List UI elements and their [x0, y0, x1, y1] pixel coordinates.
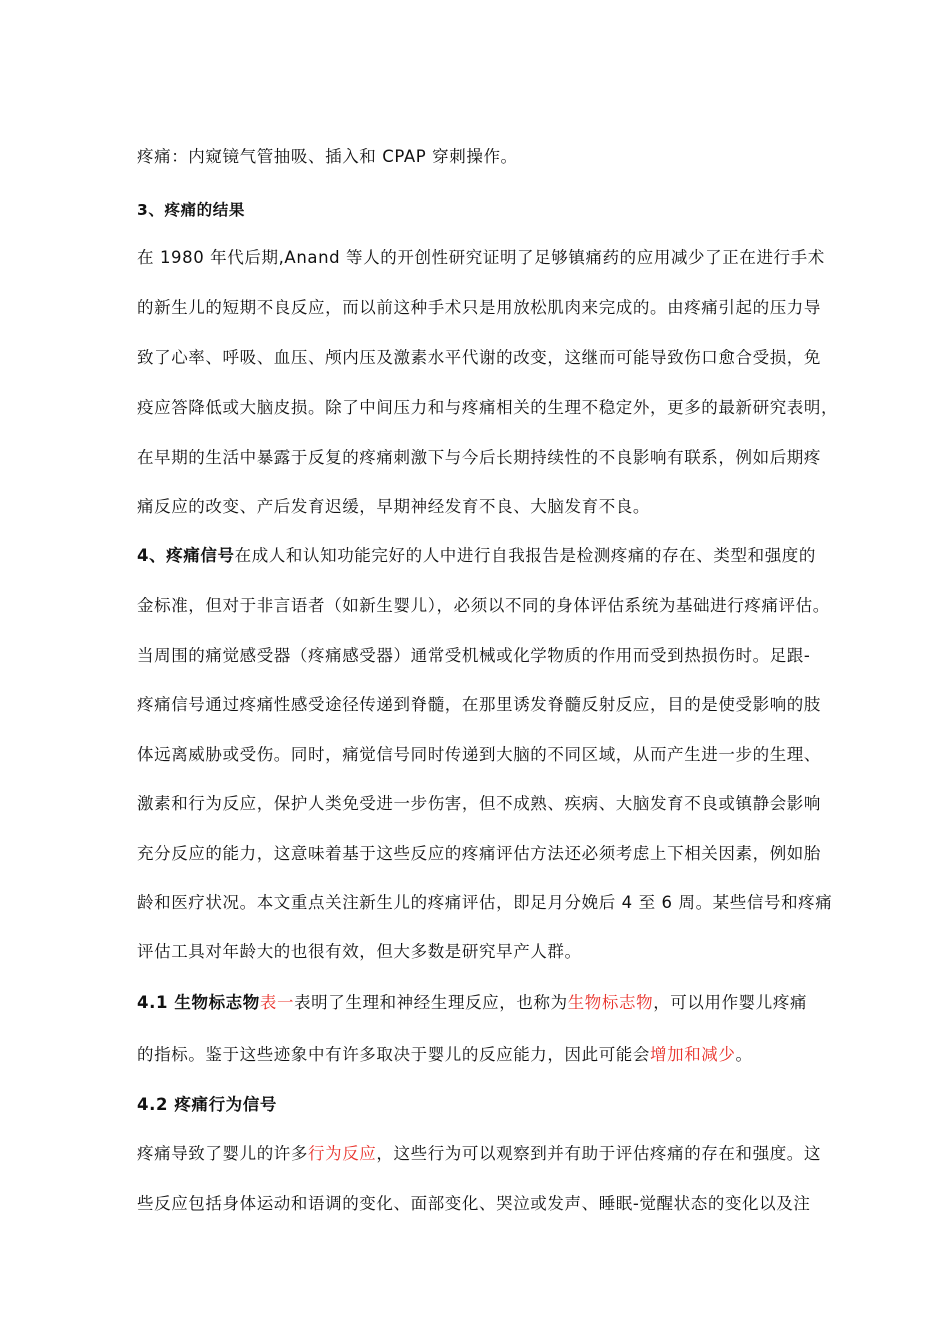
- subsection-heading-4-2: 疼痛行为信号: [174, 1095, 277, 1114]
- paragraph-line: 痛反应的改变、产后发育迟缓，早期神经发育不良、大脑发育不良。: [137, 497, 650, 516]
- section-heading-3: 3、疼痛的结果: [137, 201, 245, 219]
- paragraph-line: 激素和行为反应，保护人类免受进一步伤害，但不成熟、疾病、大脑发育不良或镇静会影响: [137, 794, 821, 813]
- paragraph-text: 的指标。鉴于这些迹象中有许多取决于婴儿的反应能力，因此可能会: [137, 1045, 650, 1064]
- paragraph-line: 金标准，但对于非言语者（如新生婴儿），必须以不同的身体评估系统为基础进行疼痛评估。: [137, 596, 830, 615]
- paragraph-line: 疫应答降低或大脑皮损。除了中间压力和与疼痛相关的生理不稳定外，更多的最新研究表明，: [137, 398, 839, 417]
- paragraph-line: [137, 544, 837, 568]
- paragraph-line: 疼痛：内窥镜气管抽吸、插入和 CPAP 穿刺操作。: [137, 147, 518, 166]
- subsection-number: 4.2: [137, 1095, 175, 1114]
- highlighted-term: 生物标志物: [567, 993, 654, 1012]
- paragraph-text: 表明了生理和神经生理反应，也称为: [294, 993, 568, 1012]
- paragraph-line: 当周围的痛觉感受器（疼痛感受器）通常受机械或化学物质的作用而受到热损伤时。足跟-: [137, 646, 811, 665]
- paragraph-text: 。: [735, 1045, 753, 1064]
- paragraph-line: 在早期的生活中暴露于反复的疼痛刺激下与今后长期持续性的不良影响有联系，例如后期疼: [137, 448, 821, 467]
- paragraph-line: [137, 991, 837, 1015]
- paragraph-line: 评估工具对年龄大的也很有效，但大多数是研究早产人群。: [137, 942, 582, 961]
- paragraph-text: ，可以用作婴儿疼痛: [653, 993, 808, 1012]
- paragraph-line: [137, 1043, 837, 1067]
- paragraph-line: 体远离威胁或受伤。同时，痛觉信号同时传递到大脑的不同区域，从而产生进一步的生理、: [137, 745, 821, 764]
- subsection-heading-4-1: 生物标志物: [174, 993, 260, 1012]
- table-reference: 表一: [259, 993, 295, 1012]
- paragraph-text: ，这些行为可以观察到并有助于评估疼痛的存在和强度。这: [376, 1144, 822, 1163]
- paragraph-line: 充分反应的能力，这意味着基于这些反应的疼痛评估方法还必须考虑上下相关因素，例如胎: [137, 844, 821, 863]
- paragraph-text: 在成人和认知功能完好的人中进行自我报告是检测疼痛的存在、类型和强度的: [234, 546, 816, 565]
- paragraph-line: 疼痛信号通过疼痛性感受途径传递到脊髓，在那里诱发脊髓反射反应，目的是使受影响的肢: [137, 695, 821, 714]
- paragraph-line: [137, 1093, 837, 1117]
- paragraph-text: 疼痛导致了婴儿的许多: [137, 1144, 308, 1163]
- highlighted-term: 增加和减少: [650, 1045, 736, 1064]
- paragraph-line: 在 1980 年代后期,Anand 等人的开创性研究证明了足够镇痛药的应用减少了正在进行手术: [137, 248, 825, 267]
- paragraph-line: 致了心率、呼吸、血压、颅内压及激素水平代谢的改变，这继而可能导致伤口愈合受损，免: [137, 348, 821, 367]
- subsection-number: 4.1: [137, 993, 175, 1012]
- paragraph-line: [137, 1142, 837, 1166]
- section-heading-4: 4、疼痛信号: [137, 546, 235, 565]
- paragraph-line: 龄和医疗状况。本文重点关注新生儿的疼痛评估，即足月分娩后 4 至 6 周。某些信号和疼痛: [137, 893, 833, 912]
- highlighted-term: 行为反应: [308, 1144, 377, 1163]
- paragraph-line: 的新生儿的短期不良反应，而以前这种手术只是用放松肌肉来完成的。由疼痛引起的压力导: [137, 298, 821, 317]
- paragraph-line: 些反应包括身体运动和语调的变化、面部变化、哭泣或发声、睡眠-觉醒状态的变化以及注: [137, 1194, 811, 1213]
